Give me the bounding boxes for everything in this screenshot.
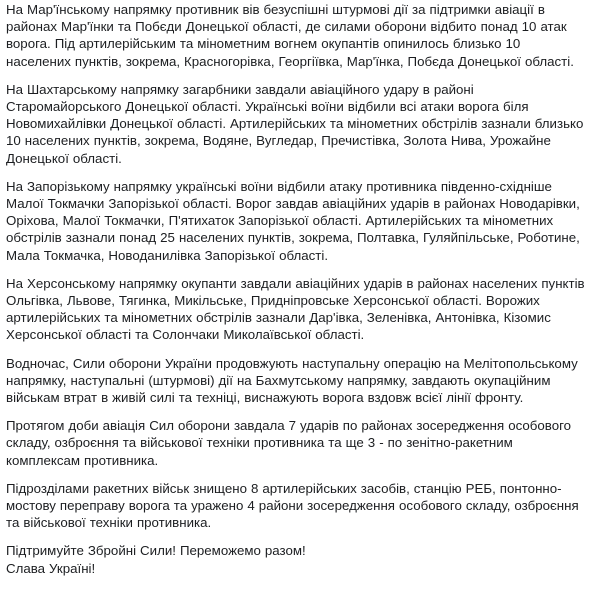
paragraph-line: Слава Україні! — [6, 560, 96, 576]
paragraph-line: складу, озброєння та військової техніки противника та ще 3 - по зенітно-ракетним — [6, 435, 513, 451]
paragraph-line: Мала Токмачка, Новоданилівка Запорізької області. — [6, 247, 329, 263]
paragraph-offensive-operations — [6, 355, 612, 407]
paragraph-line: На Запорізькому напрямку українські воїни відбили атаку противника південно-східніше — [6, 178, 552, 194]
paragraph-line: Підтримуйте Збройні Сили! Переможемо разом! — [6, 543, 306, 559]
paragraph-line: комплексам противника. — [6, 452, 159, 468]
paragraph-line: Підрозділами ракетних військ знищено 8 артилерійських засобів, станцію РЕБ, понтонно- — [6, 480, 562, 496]
paragraph-shakhtarsk-direction — [6, 81, 612, 167]
paragraph-line: районах Мар'їнки та Побєди Донецької області, де силами оборони відбито понад 10 атак — [6, 19, 567, 35]
paragraph-line: Херсонської області та Солончаки Миколаївської області. — [6, 327, 365, 343]
paragraph-line: Водночас, Сили оборони України продовжують наступальну операцію на Мелітопольському — [6, 355, 578, 371]
paragraph-line: обстрілів зазнали понад 25 населених пунктів, зокрема, Полтавка, Гуляйпільське, Роботине, — [6, 230, 580, 246]
paragraph-line: Оріхова, Малої Токмачки, П'ятихаток Запорізької області. Артилерійських та мінометних — [6, 213, 554, 229]
paragraph-line: мостову переправу ворога та уражено 4 райони зосередження особового складу, озброєння — [6, 498, 579, 514]
paragraph-missile-troops — [6, 480, 612, 532]
paragraph-aviation-strikes — [6, 417, 612, 469]
paragraph-zaporizhzhia-direction — [6, 178, 612, 264]
paragraph-line: Ольгівка, Львове, Тягинка, Микільське, Придніпровське Херсонської області. Ворожих — [6, 293, 540, 309]
paragraph-line: 10 населених пунктів, зокрема, Водяне, Вугледар, Пречистівка, Золота Нива, Урожайне — [6, 133, 551, 149]
paragraph-line: військам втрат в живій силі та техніці, виснажують ворога вздовж всієї лінії фронту. — [6, 390, 524, 406]
paragraph-line: напрямку, наступальні (штурмові) дії на Бахмутському напрямку, завдають окупаційним — [6, 372, 551, 388]
paragraph-line: артилерійських та мінометних обстрілів зазнали Дар'івка, Зеленівка, Антонівка, Кізомис — [6, 310, 551, 326]
paragraph-line: населених пунктів, зокрема, Красногорівка, Георгіївка, Мар'їнка, Побєда Донецької області. — [6, 53, 574, 69]
paragraph-line: ворога. Під артилерійським та мінометним вогнем окупантів опинилось близько 10 — [6, 36, 521, 52]
paragraph-line: На Шахтарському напрямку загарбники завдали авіаційного удару в районі — [6, 81, 474, 97]
paragraph-line: та військової техніки противника. — [6, 515, 212, 531]
paragraph-closing-appeal — [6, 542, 612, 576]
paragraph-line: Старомайорського Донецької області. Українські воїни відбили всі атаки ворога біля — [6, 99, 529, 115]
paragraph-line: Малої Токмачки Запорізької області. Ворог завдав авіаційних ударів в районах Новодарівки, — [6, 196, 580, 212]
paragraph-line: На Мар'їнському напрямку противник вів безуспішні штурмові дії за підтримки авіації в — [6, 2, 545, 17]
paragraph-line: Новомихайлівки Донецької області. Артилерійських та мінометних обстрілів зазнали близько — [6, 116, 584, 132]
paragraph-kherson-direction — [6, 275, 612, 344]
paragraph-line: Протягом доби авіація Сил оборони завдала 7 ударів по районах зосередження особового — [6, 418, 572, 434]
paragraph-line: Донецької області. — [6, 150, 122, 166]
paragraph-line: На Херсонському напрямку окупанти завдали авіаційних ударів в районах населених пунктів — [6, 275, 585, 291]
paragraph-marinka-direction — [6, 1, 612, 70]
